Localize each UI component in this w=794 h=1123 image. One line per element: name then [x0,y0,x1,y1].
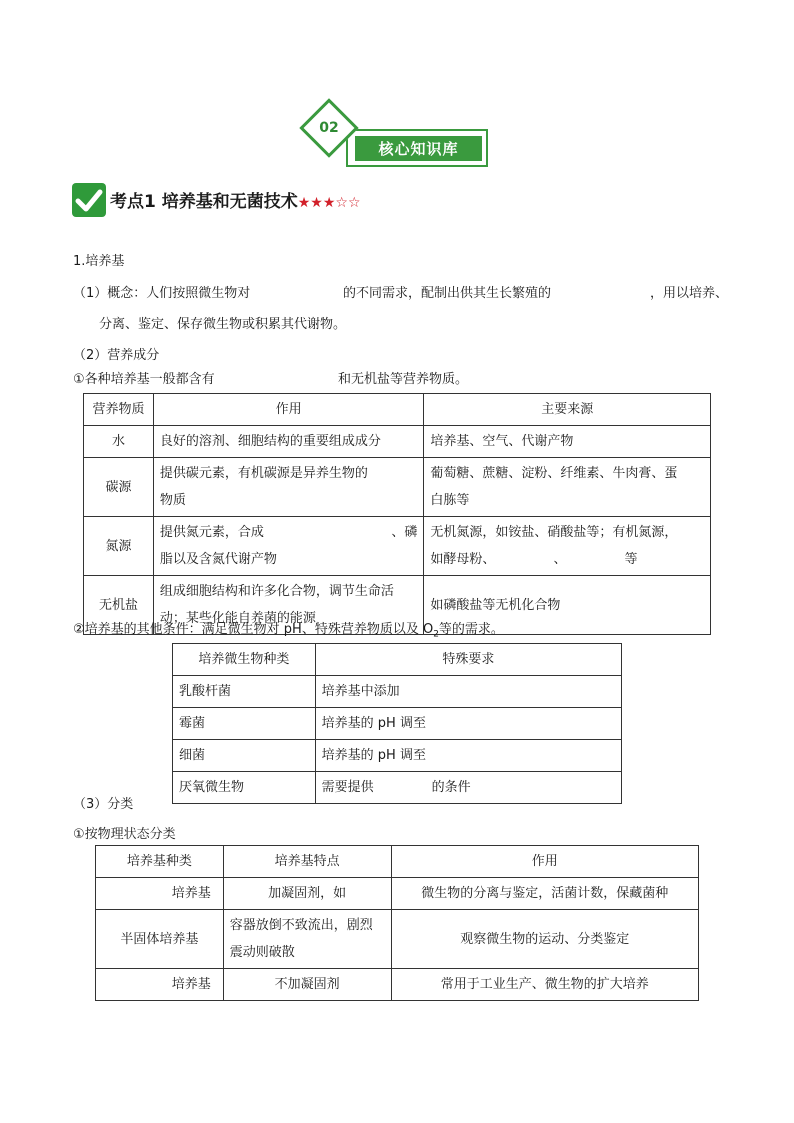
microbe-type: 厌氧微生物 [173,772,316,804]
table-row [84,517,711,576]
cell-text: 提供氮元素，合成 [159,525,264,540]
cell-line: 提供碳元素，有机碳源是异养生物的 [159,466,368,481]
table-header-row [96,846,699,878]
cell-line: 白胨等 [430,493,470,508]
special-requirements-table [172,643,622,804]
table-header-row [173,644,622,676]
table-header-cell: 主要来源 [424,394,711,426]
cell-line: 动；某些化能自养菌的能源 [159,611,316,626]
nutrient-source [424,517,711,576]
medium-use: 微生物的分离与鉴定，活菌计数，保藏菌种 [391,878,698,910]
cell-line: 葡萄糖、蔗糖、淀粉、纤维素、牛肉膏、蛋 [430,466,678,481]
check-icon [72,183,106,217]
microbe-requirement [315,772,621,804]
difficulty-stars [298,195,361,211]
badge-label: 核心知识库 [355,136,482,161]
nutrients-text-b: 和无机盐等营养物质。 [338,372,469,387]
stars-empty: ☆☆ [335,195,361,211]
oxygen-subscript: 2 [433,629,439,640]
cell-line: 容器放倒不致流出，剧烈 [229,918,373,933]
stars-filled: ★★★ [297,195,336,211]
table-header-cell: 作用 [391,846,698,878]
nutrient-source [424,458,711,517]
cell-line: 组成细胞结构和许多化合物，调节生命活 [159,584,394,599]
medium-use: 观察微生物的运动、分类鉴定 [391,910,698,969]
section-title-culture-medium: 1.培养基 [73,254,125,269]
medium-kind: 半固体培养基 [96,910,224,969]
table-header-cell: 培养微生物种类 [173,644,316,676]
section-badge [304,103,492,169]
badge-number: 02 [319,120,339,136]
concept-text-c: ，用以培养、 [650,286,729,301]
table-row [173,676,622,708]
concept-text-d: 分离、鉴定、保存微生物或积累其代谢物。 [99,317,347,332]
microbe-type: 细菌 [173,740,316,772]
medium-kind: 培养基 [96,969,224,1001]
nutrient-role: 良好的溶剂、细胞结构的重要组成成分 [153,426,424,458]
page-title [110,187,361,212]
nutrient-role [153,458,424,517]
table-row [96,878,699,910]
cell-text: 、磷 [391,525,418,540]
nutrient-source: 如磷酸盐等无机化合物 [424,576,711,635]
concept-text-b: 的不同需求，配制出供其生长繁殖的 [343,286,552,301]
physical-state-title: ①按物理状态分类 [73,827,176,842]
table-row [173,708,622,740]
cell-line: 脂以及含氮代谢产物 [159,552,277,567]
cell-line [160,519,418,546]
medium-feature: 不加凝固剂 [223,969,391,1001]
table-row [173,740,622,772]
nutrients-table [83,393,711,635]
nutrient-name: 无机盐 [84,576,154,635]
cell-text: 、 [553,552,567,567]
microbe-requirement: 培养基中添加 [315,676,621,708]
microbe-requirement: 培养基的 pH 调至 [315,708,621,740]
concept-text-a: （1）概念：人们按照微生物对 [73,286,251,301]
nutrients-title: （2）营养成分 [73,348,160,363]
classification-title: （3）分类 [73,797,134,812]
other-conditions-b: 等的需求。 [438,622,504,637]
table-row [84,426,711,458]
cell-text: 如酵母粉、 [430,552,496,567]
nutrient-source: 培养基、空气、代谢产物 [424,426,711,458]
cell-line: 无机氮源，如铵盐、硝酸盐等；有机氮源， [430,525,678,540]
nutrient-name: 碳源 [84,458,154,517]
nutrients-text-a: ①各种培养基一般都含有 [73,372,215,387]
microbe-type: 乳酸杆菌 [173,676,316,708]
other-conditions-a: ②培养基的其他条件：满足微生物对 pH、特殊营养物质以及 O [73,622,434,637]
table-header-row [84,394,711,426]
table-header-cell: 营养物质 [84,394,154,426]
physical-state-table [95,845,699,1001]
other-conditions-text [73,618,504,640]
nutrient-name: 水 [84,426,154,458]
cell-line: 震动则破散 [229,945,295,960]
table-header-cell: 特殊要求 [315,644,621,676]
nutrient-role [153,517,424,576]
medium-feature [223,910,391,969]
cell-text: 的条件 [431,780,471,795]
table-header-cell: 作用 [153,394,424,426]
medium-use: 常用于工业生产、微生物的扩大培养 [391,969,698,1001]
cell-line: 物质 [159,493,186,508]
table-row [173,772,622,804]
table-header-cell: 培养基种类 [96,846,224,878]
table-row [84,458,711,517]
cell-text: 需要提供 [321,780,374,795]
medium-kind: 培养基 [96,878,224,910]
cell-line [430,546,704,573]
medium-feature: 加凝固剂，如 [223,878,391,910]
cell-text: 等 [624,552,638,567]
table-row [96,969,699,1001]
badge-label-box [346,129,488,167]
microbe-type: 霉菌 [173,708,316,740]
table-row [96,910,699,969]
nutrient-name: 氮源 [84,517,154,576]
microbe-requirement: 培养基的 pH 调至 [315,740,621,772]
heading-text: 考点1 培养基和无菌技术 [110,192,298,212]
table-header-cell: 培养基特点 [223,846,391,878]
